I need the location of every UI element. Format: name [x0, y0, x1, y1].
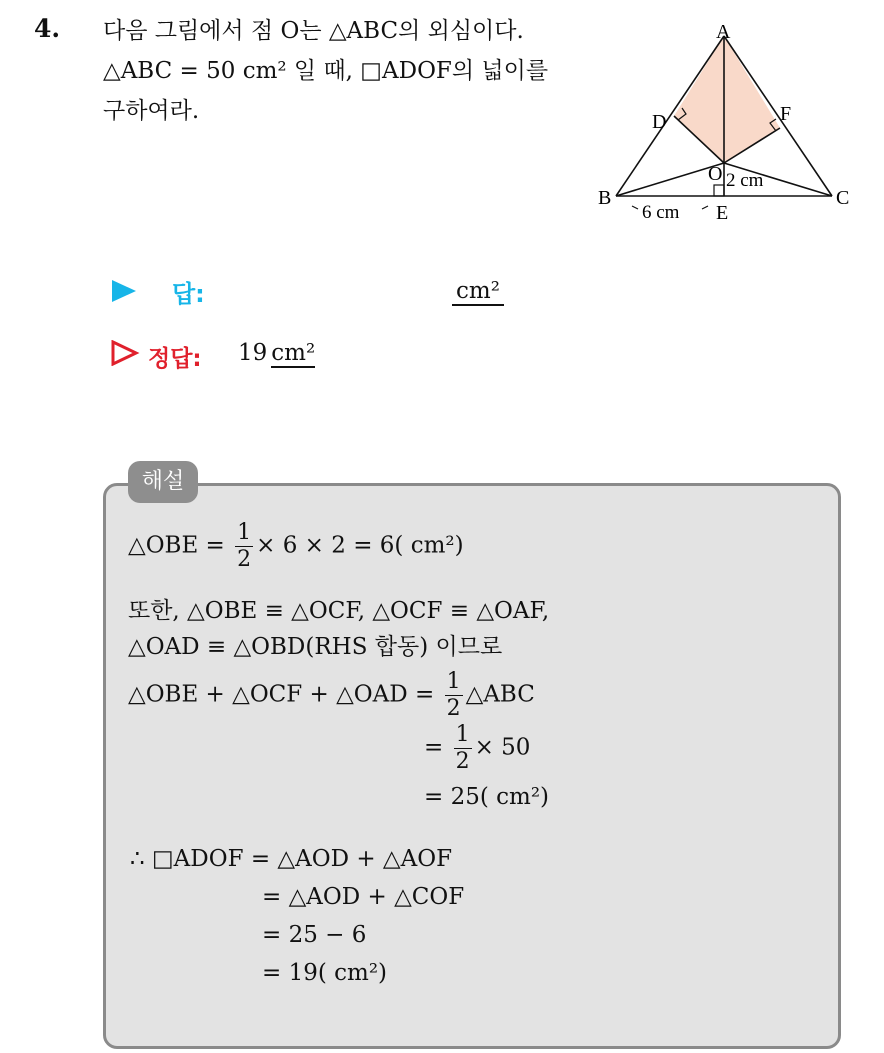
label-d: D	[652, 111, 667, 133]
explanation-line-6: = 25( cm²)	[424, 784, 550, 810]
fraction	[235, 520, 253, 573]
fraction	[454, 722, 472, 775]
correct-unit: cm²	[271, 340, 316, 366]
explanation-line-10: = 19( cm²)	[262, 960, 388, 986]
label-a: A	[716, 21, 731, 43]
quadrilateral-adof-fill	[674, 36, 780, 163]
label-c: C	[836, 187, 850, 209]
explanation-line-4	[128, 669, 535, 722]
expr-text: △OBE =	[128, 532, 233, 559]
answer-label: 답:	[172, 280, 205, 308]
expr-text: =	[424, 734, 451, 761]
answer-arrow-icon	[110, 279, 140, 303]
explanation-line-7: ∴ □ADOF = △AOD + △AOF	[130, 846, 453, 872]
label-o: O	[708, 163, 723, 185]
question-number: 4.	[34, 14, 61, 43]
explanation-line-2: 또한, △OBE ≡ △OCF, △OCF ≡ △OAF,	[128, 598, 550, 624]
explanation-tag: 해설	[128, 461, 198, 503]
numerator: 1	[237, 520, 252, 545]
explanation-line-1	[128, 520, 464, 573]
question-line-1: 다음 그림에서 점 O는 △ABC의 외심이다.	[103, 18, 524, 44]
numerator: 1	[455, 722, 470, 747]
expr-text: △ABC	[465, 681, 535, 708]
measure-be: 6 cm	[642, 202, 680, 223]
explanation-line-8: = △AOD + △COF	[262, 884, 465, 910]
label-f: F	[780, 103, 792, 125]
denominator: 2	[455, 749, 470, 774]
explanation-line-5	[424, 722, 530, 775]
correct-label: 정답:	[148, 346, 202, 372]
correct-answer	[238, 340, 315, 366]
correct-arrow-icon	[110, 340, 140, 366]
triangle-figure	[590, 18, 860, 228]
expr-text: △OBE + △OCF + △OAD =	[128, 681, 442, 708]
expr-text: × 50	[474, 734, 531, 761]
answer-unit: cm²	[452, 278, 504, 306]
explanation-line-3: △OAD ≡ △OBD(RHS 합동) 이므로	[128, 634, 503, 660]
explanation-line-9: = 25 − 6	[262, 922, 367, 948]
correct-value: 19	[238, 340, 268, 366]
measure-oe: 2 cm	[726, 170, 764, 191]
right-angle-e	[714, 185, 724, 196]
denominator: 2	[446, 696, 461, 721]
label-e: E	[716, 202, 729, 224]
expr-text: × 6 × 2 = 6( cm²)	[256, 532, 464, 559]
denominator: 2	[237, 547, 252, 572]
question-line-3: 구하여라.	[103, 98, 200, 124]
label-b: B	[598, 187, 612, 209]
fraction	[445, 669, 463, 722]
numerator: 1	[446, 669, 461, 694]
question-line-2: △ABC = 50 cm² 일 때, □ADOF의 넓이를	[103, 58, 549, 84]
